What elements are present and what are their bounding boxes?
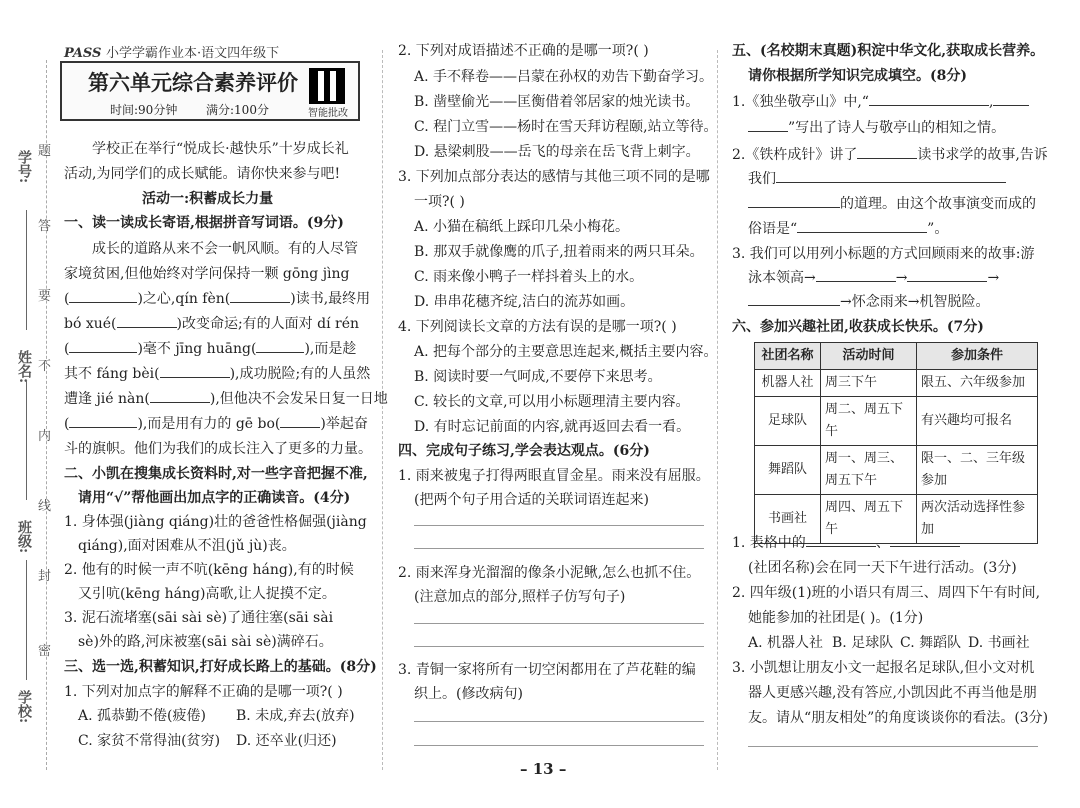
table-row <box>755 370 1038 397</box>
table-cell: 周一、周三、周五下午 <box>821 446 917 495</box>
answer-blank[interactable] <box>748 194 840 208</box>
fill-line: ( )毫不 jīng huāng( ),而是趁 <box>64 341 357 357</box>
answer-blank[interactable] <box>890 533 960 547</box>
text-line: 成长的道路从来不会一帆风顺。有的人尽管 <box>92 241 358 257</box>
option[interactable]: C. 舞蹈队 <box>900 635 962 651</box>
option[interactable]: B. 凿壁偷光——匡衡借着邻居家的烛光读书。 <box>414 94 700 110</box>
binding-rule <box>26 560 27 680</box>
table-cell: 机器人社 <box>755 370 821 397</box>
question-text: (注意加点的部分,照样子仿写句子) <box>414 589 626 605</box>
answer-line[interactable] <box>414 646 704 647</box>
qr-code-icon <box>309 68 345 104</box>
qr-caption: 智能批改 <box>308 108 348 119</box>
binding-mark: 不 <box>38 359 52 374</box>
option[interactable]: A. 机器人社 <box>748 635 824 651</box>
answer-blank[interactable] <box>160 364 230 378</box>
fill-line: 我们 <box>748 169 1006 189</box>
binding-school-label: 学校: <box>16 690 32 724</box>
question-text: (社团名称)会在同一天下午进行活动。(3分) <box>748 560 1017 576</box>
section-heading: 六、参加兴趣社团,收获成长快乐。(7分) <box>732 319 984 335</box>
question-text: 1. 身体强(jiàng qiáng)壮的爸爸性格倔强(jiàng <box>64 514 367 530</box>
answer-blank[interactable] <box>869 92 989 106</box>
answer-line[interactable] <box>414 745 704 746</box>
answer-blank[interactable] <box>280 414 320 428</box>
question-text: sè)外的路,河床被塞(sāi sài sè)满碎石。 <box>78 634 333 650</box>
table-cell: 有兴趣均可报名 <box>917 397 1038 446</box>
answer-blank[interactable] <box>748 292 840 306</box>
question-text: 织上。(修改病句) <box>414 686 523 702</box>
option[interactable]: D. 串串花穗齐绽,洁白的流苏如画。 <box>414 294 635 310</box>
question-text: 她能参加的社团是( )。(1分) <box>748 610 924 626</box>
text-line: 家境贫困,但他始终对学问保持一颗 gōng jìng <box>64 266 350 282</box>
column-divider <box>717 50 718 770</box>
fill-line: 泳本领高→ → → <box>748 270 1000 286</box>
table-cell: 限一、二、三年级参加 <box>917 446 1038 495</box>
fill-line: 俗语是“ ”。 <box>748 221 949 237</box>
answer-line[interactable] <box>414 721 704 722</box>
question-text: 1. 下列对加点字的解释不正确的是哪一项?( ) <box>64 684 343 700</box>
intro-line: 学校正在举行“悦成长·越快乐”十岁成长礼 <box>92 141 349 157</box>
table-cell: 限五、六年级参加 <box>917 370 1038 397</box>
binding-mark: 题 <box>38 144 52 159</box>
page-title: 第六单元综合素养评价 <box>88 70 298 95</box>
question-text: qiáng),面对困难从不沮(jǔ jù)丧。 <box>78 538 296 554</box>
table-header-row <box>755 343 1038 370</box>
option[interactable]: A. 小猫在稿纸上踩印几朵小梅花。 <box>414 219 630 235</box>
table-header: 参加条件 <box>917 343 1038 370</box>
answer-blank[interactable] <box>69 289 137 303</box>
answer-blank[interactable] <box>230 289 290 303</box>
binding-mark: 封 <box>38 569 52 584</box>
fill-line: 1. 表格中的 、 <box>732 533 960 553</box>
question-text: 2. 四年级(1)班的小语只有周三、周四下午有时间, <box>732 585 1041 601</box>
fill-line: 其不 fáng bèi( ),成功脱险;有的人虽然 <box>64 366 371 382</box>
option[interactable]: B. 足球队 <box>832 635 894 651</box>
section-heading: 二、小凯在搜集成长资料时,对一些字音把握不准, <box>64 466 368 482</box>
answer-blank[interactable] <box>797 219 927 233</box>
table-cell: 足球队 <box>755 397 821 446</box>
question-text: 2. 雨来浑身光溜溜的像条小泥鳅,怎么也抓不住。 <box>398 565 701 581</box>
question-text: 又引吭(kēng háng)高歌,让人捉摸不定。 <box>78 586 336 602</box>
binding-mark: 要 <box>38 289 52 304</box>
option[interactable]: A. 孤恭勤不倦(疲倦) <box>78 708 206 724</box>
table-row <box>755 446 1038 495</box>
binding-rule <box>26 210 27 330</box>
question-text: 一项?( ) <box>414 194 465 210</box>
option[interactable]: D. 还卒业(归还) <box>236 733 337 749</box>
answer-blank[interactable] <box>993 92 1029 106</box>
table-cell: 周四、周五下午 <box>821 495 917 544</box>
binding-name-label: 姓名: <box>16 350 32 384</box>
brand-logo: PASS 小学学霸作业本·语文四年级下 <box>64 46 280 61</box>
section-heading: 一、读一读成长寄语,根据拼音写词语。(9分) <box>64 215 344 231</box>
table-header: 活动时间 <box>821 343 917 370</box>
binding-mark: 密 <box>38 644 52 659</box>
column-divider <box>382 50 383 770</box>
option[interactable]: A. 把每个部分的主要意思连起来,概括主要内容。 <box>414 344 718 360</box>
table-cell: 两次活动选择性参加 <box>917 495 1038 544</box>
question-text: 2. 下列对成语描述不正确的是哪一项?( ) <box>398 43 649 59</box>
club-table <box>754 342 1038 544</box>
section-heading: 请用“√”帮他画出加点字的正确读音。(4分) <box>78 490 351 506</box>
section-heading: 五、(名校期末真题)积淀中华文化,获取成长营养。 <box>732 43 1045 59</box>
table-cell: 舞蹈队 <box>755 446 821 495</box>
answer-blank[interactable] <box>776 169 1006 183</box>
table-header: 社团名称 <box>755 343 821 370</box>
question-text: (把两个句子用合适的关联词语连起来) <box>414 492 649 508</box>
fill-line: 1.《独坐敬亭山》中,“ , <box>732 92 1029 112</box>
question-text: 器人更感兴趣,没有答应,小凯因此不再当他是朋 <box>748 685 1037 701</box>
answer-blank[interactable] <box>256 339 304 353</box>
fill-line: 的道理。由这个故事演变而成的 <box>748 194 1036 214</box>
question-text: 1. 雨来被鬼子打得两眼直冒金星。雨来没有屈服。 <box>398 468 710 484</box>
table-cell: 周三下午 <box>821 370 917 397</box>
answer-blank[interactable] <box>806 533 876 547</box>
binding-mark: 内 <box>38 429 52 444</box>
section-heading: 三、选一选,积蓄知识,打好成长路上的基础。(8分) <box>64 659 377 675</box>
answer-blank[interactable] <box>907 268 987 282</box>
activity-heading: 活动一:积蓄成长力量 <box>142 191 274 207</box>
answer-blank[interactable] <box>117 314 177 328</box>
section-heading: 请你根据所学知识完成填空。(8分) <box>748 68 967 84</box>
fill-line: 遭逢 jié nàn( ),但他决不会发呆日复一日地 <box>64 391 388 407</box>
option[interactable]: A. 手不释卷——吕蒙在孙权的劝告下勤奋学习。 <box>414 69 714 85</box>
binding-id-label: 学号: <box>16 150 32 184</box>
time-limit: 时间:90分钟 <box>110 103 178 117</box>
fill-line: ( )之心,qín fèn( )读书,最终用 <box>64 291 371 307</box>
option[interactable]: D. 悬梁刺股——岳飞的母亲在岳飞背上刺字。 <box>414 144 700 160</box>
table-cell: 书画社 <box>755 495 821 544</box>
answer-line[interactable] <box>414 623 704 624</box>
page-number: – 13 – <box>520 760 567 778</box>
question-text: 2. 他有的时候一声不吭(kēng háng),有的时候 <box>64 562 354 578</box>
option[interactable]: C. 程门立雪——杨时在雪天拜访程颐,站立等待。 <box>414 119 718 135</box>
answer-blank[interactable] <box>857 145 917 159</box>
fill-line: →怀念雨来→机智脱险。 <box>748 292 989 312</box>
option[interactable]: B. 未成,弃去(放弃) <box>236 708 355 724</box>
question-text: 3. 下列加点部分表达的感情与其他三项不同的是哪 <box>398 169 710 185</box>
table-cell: 周二、周五下午 <box>821 397 917 446</box>
text-line: 斗的旗帜。他们为我们的成长注入了更多的力量。 <box>64 441 372 457</box>
answer-line[interactable] <box>414 548 704 549</box>
option[interactable]: B. 那双手就像鹰的爪子,扭着雨来的两只耳朵。 <box>414 244 704 260</box>
option[interactable]: C. 较长的文章,可以用小标题理清主要内容。 <box>414 394 690 410</box>
question-text: 3. 泥石流堵塞(sāi sài sè)了通往塞(sāi sài <box>64 610 334 626</box>
answer-line[interactable] <box>748 746 1038 747</box>
intro-line: 活动,为同学们的成长赋能。请你快来参与吧! <box>64 166 341 182</box>
option[interactable]: B. 阅读时要一气呵成,不要停下来思考。 <box>414 369 662 385</box>
answer-blank[interactable] <box>69 414 137 428</box>
answer-blank[interactable] <box>150 389 210 403</box>
fill-line: 2.《铁杵成针》讲了 读书求学的故事,告诉 <box>732 147 1048 163</box>
answer-blank[interactable] <box>816 268 896 282</box>
question-text: 4. 下列阅读长文章的方法有误的是哪一项?( ) <box>398 319 677 335</box>
fill-line: ”写出了诗人与敬亭山的相知之情。 <box>748 118 1005 138</box>
fill-line: ( ),而是用有力的 gē bo( )举起奋 <box>64 416 368 432</box>
answer-blank[interactable] <box>69 339 137 353</box>
question-text: 3. 小凯想让朋友小文一起报名足球队,但小文对机 <box>732 660 1035 676</box>
option[interactable]: D. 书画社 <box>968 635 1030 651</box>
option[interactable]: C. 雨来像小鸭子一样抖着头上的水。 <box>414 269 644 285</box>
total-score: 满分:100分 <box>206 103 269 117</box>
section-heading: 四、完成句子练习,学会表达观点。(6分) <box>398 443 650 459</box>
option[interactable]: D. 有时忘记前面的内容,就再返回去看一看。 <box>414 419 691 435</box>
answer-line[interactable] <box>414 525 704 526</box>
question-text: 3. 我们可以用列小标题的方式回顾雨来的故事:游 <box>732 246 1035 262</box>
fill-line: bó xué( )改变命运;有的人面对 dí rén <box>64 316 360 332</box>
table-row <box>755 397 1038 446</box>
binding-mark: 答 <box>38 219 52 234</box>
binding-rule <box>26 380 27 500</box>
option[interactable]: C. 家贫不常得油(贫穷) <box>78 733 221 749</box>
binding-mark: 线 <box>38 499 52 514</box>
answer-blank[interactable] <box>748 118 788 132</box>
question-text: 友。请从“朋友相处”的角度谈谈你的看法。(3分) <box>748 710 1049 726</box>
binding-dashed-line <box>46 60 47 770</box>
binding-class-label: 班级: <box>16 520 32 554</box>
question-text: 3. 青铜一家将所有一切空闲都用在了芦花鞋的编 <box>398 662 696 678</box>
